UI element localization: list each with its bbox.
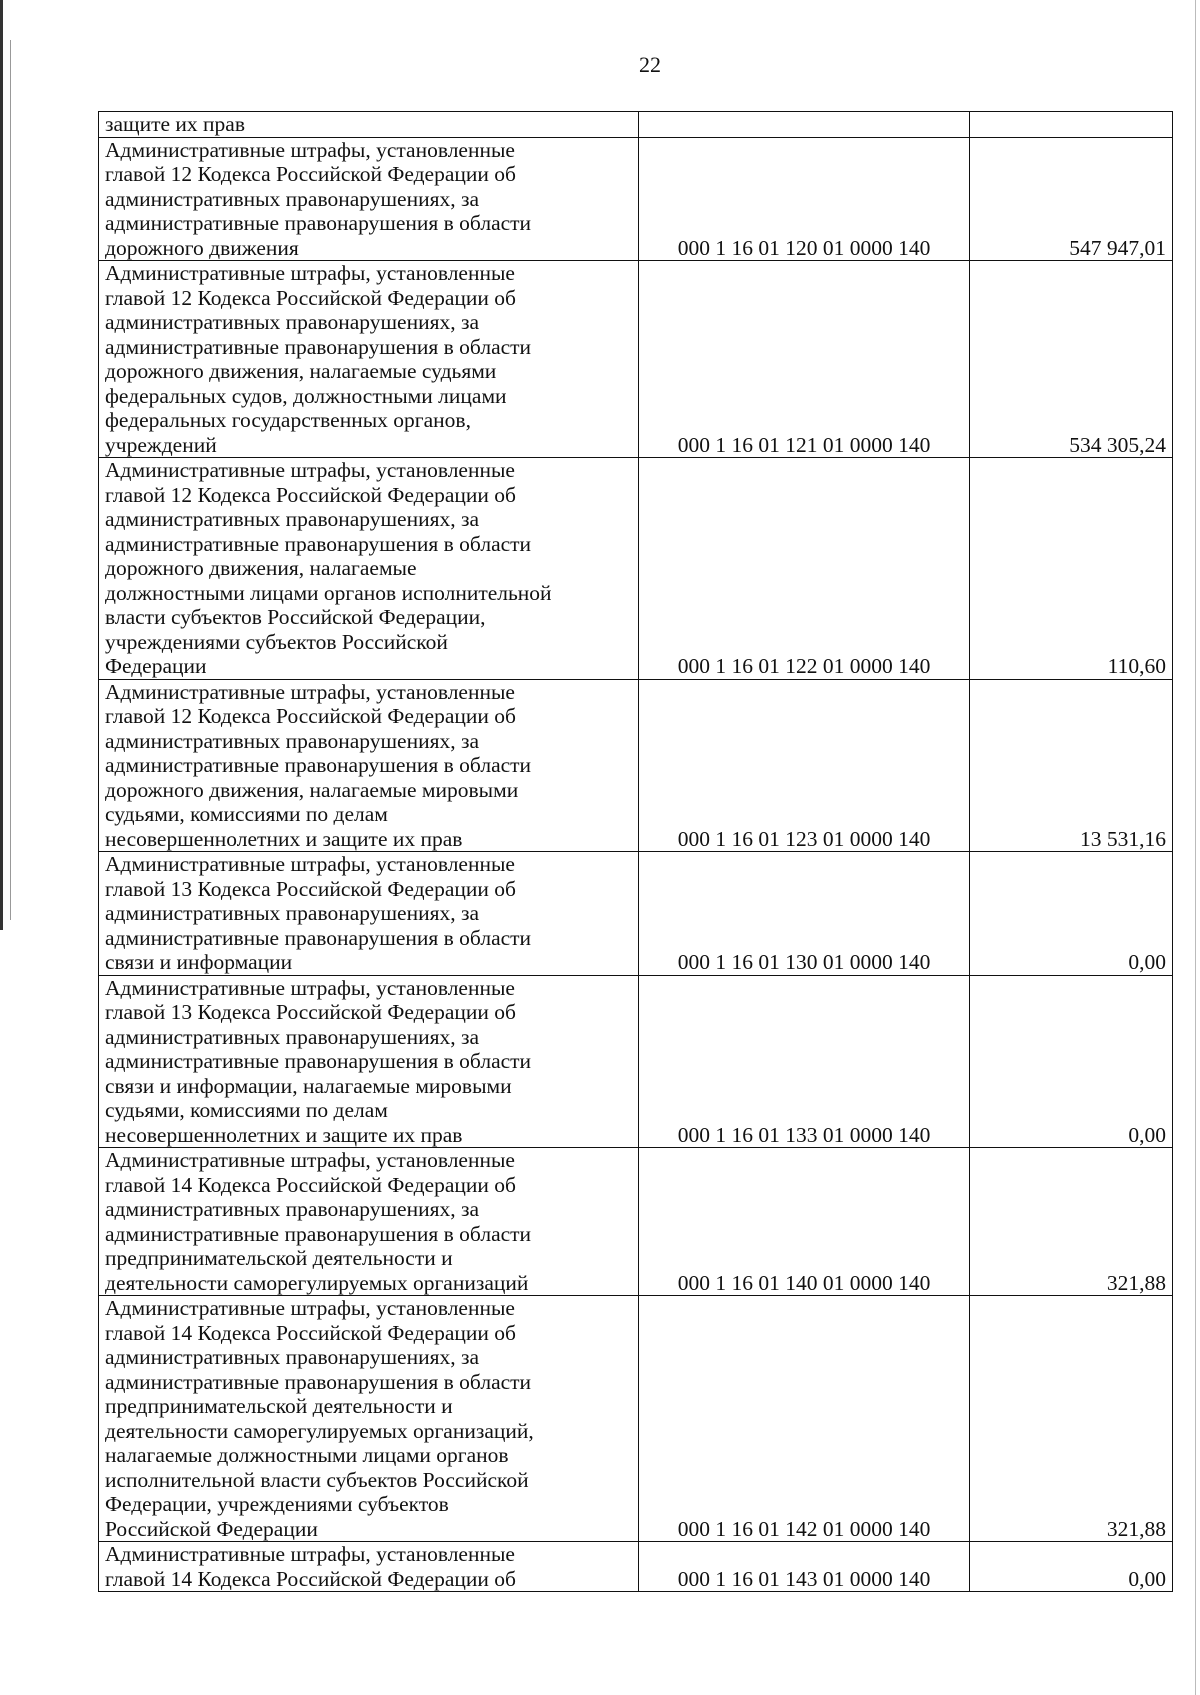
scan-edge-line	[10, 40, 11, 920]
row-amount: 534 305,24	[970, 261, 1173, 458]
row-amount: 547 947,01	[970, 137, 1173, 261]
row-code: 000 1 16 01 122 01 0000 140	[639, 458, 970, 680]
fines-table	[98, 111, 1173, 1592]
row-description: Административные штрафы, установленные главой 12 Кодекса Российской Федерации об административных правонарушениях, за административные правонарушения в области дорожного движения, налагаемые должностными лицами органов исполнительной власти субъектов Российской Федерации, учреждениями субъектов Российской Федерации	[105, 458, 552, 678]
row-description: Административные штрафы, установленные главой 12 Кодекса Российской Федерации об административных правонарушениях, за административные правонарушения в области дорожного движения, налагаемые мировыми судьями, комиссиями по делам несовершеннолетних и защите их прав	[105, 679, 532, 851]
row-amount: 321,88	[970, 1296, 1173, 1542]
table-row	[99, 1542, 1173, 1592]
row-description-cell	[99, 1296, 639, 1542]
table-row	[99, 1148, 1173, 1296]
row-code: 000 1 16 01 142 01 0000 140	[639, 1296, 970, 1542]
row-description: Административные штрафы, установленные главой 13 Кодекса Российской Федерации об административных правонарушениях, за административные правонарушения в области связи и информации, налагаемые мировыми судьями, комиссиями по делам несовершеннолетних и защите их прав	[105, 975, 532, 1147]
page-number: 22	[639, 52, 661, 77]
row-description: защите их прав	[105, 112, 245, 136]
table-row	[99, 137, 1173, 261]
row-code: 000 1 16 01 130 01 0000 140	[639, 852, 970, 976]
table-row	[99, 679, 1173, 852]
scan-edge-right	[1195, 0, 1196, 1695]
row-code: 000 1 16 01 121 01 0000 140	[639, 261, 970, 458]
row-amount: 321,88	[970, 1148, 1173, 1296]
row-code	[639, 112, 970, 138]
row-description: Административные штрафы, установленные главой 13 Кодекса Российской Федерации об административных правонарушениях, за административные правонарушения в области связи и информации	[105, 852, 532, 974]
row-description-cell	[99, 1148, 639, 1296]
scan-edge-left	[0, 0, 3, 930]
row-amount: 110,60	[970, 458, 1173, 680]
row-code: 000 1 16 01 140 01 0000 140	[639, 1148, 970, 1296]
row-code: 000 1 16 01 133 01 0000 140	[639, 975, 970, 1148]
table-row	[99, 112, 1173, 138]
row-amount	[970, 112, 1173, 138]
row-description: Административные штрафы, установленные главой 12 Кодекса Российской Федерации об административных правонарушениях, за административные правонарушения в области дорожного движения, налагаемые судьями федеральных судов, должностными лицами федеральных государственных органов, учреждений	[105, 261, 532, 457]
row-code: 000 1 16 01 143 01 0000 140	[639, 1542, 970, 1592]
row-amount: 0,00	[970, 975, 1173, 1148]
table-row	[99, 261, 1173, 458]
row-description: Административные штрафы, установленные главой 12 Кодекса Российской Федерации об административных правонарушениях, за административные правонарушения в области дорожного движения	[105, 137, 532, 260]
table-row	[99, 975, 1173, 1148]
row-description-cell	[99, 112, 639, 138]
row-description-cell	[99, 458, 639, 680]
fines-table-body	[99, 112, 1173, 1592]
table-row	[99, 852, 1173, 976]
row-description-cell	[99, 852, 639, 976]
row-amount: 13 531,16	[970, 679, 1173, 852]
row-description-cell	[99, 975, 639, 1148]
row-description: Административные штрафы, установленные главой 14 Кодекса Российской Федерации об административных правонарушениях, за административные правонарушения в области предпринимательской деятельности и деятельности саморегулируемых организаций, налагаемые должностными лицами органов исполнительной власти субъектов Российской Федерации, учреждениями субъектов Российской Федерации	[105, 1296, 534, 1541]
table-row	[99, 458, 1173, 680]
row-code: 000 1 16 01 123 01 0000 140	[639, 679, 970, 852]
row-amount: 0,00	[970, 852, 1173, 976]
row-description: Административные штрафы, установленные главой 14 Кодекса Российской Федерации об	[105, 1542, 516, 1591]
row-description-cell	[99, 137, 639, 261]
table-row	[99, 1296, 1173, 1542]
row-description-cell	[99, 1542, 639, 1592]
row-code: 000 1 16 01 120 01 0000 140	[639, 137, 970, 261]
row-description: Административные штрафы, установленные главой 14 Кодекса Российской Федерации об административных правонарушениях, за административные правонарушения в области предпринимательской деятельности и деятельности саморегулируемых организаций	[105, 1148, 532, 1295]
row-description-cell	[99, 261, 639, 458]
row-description-cell	[99, 679, 639, 852]
row-amount: 0,00	[970, 1542, 1173, 1592]
